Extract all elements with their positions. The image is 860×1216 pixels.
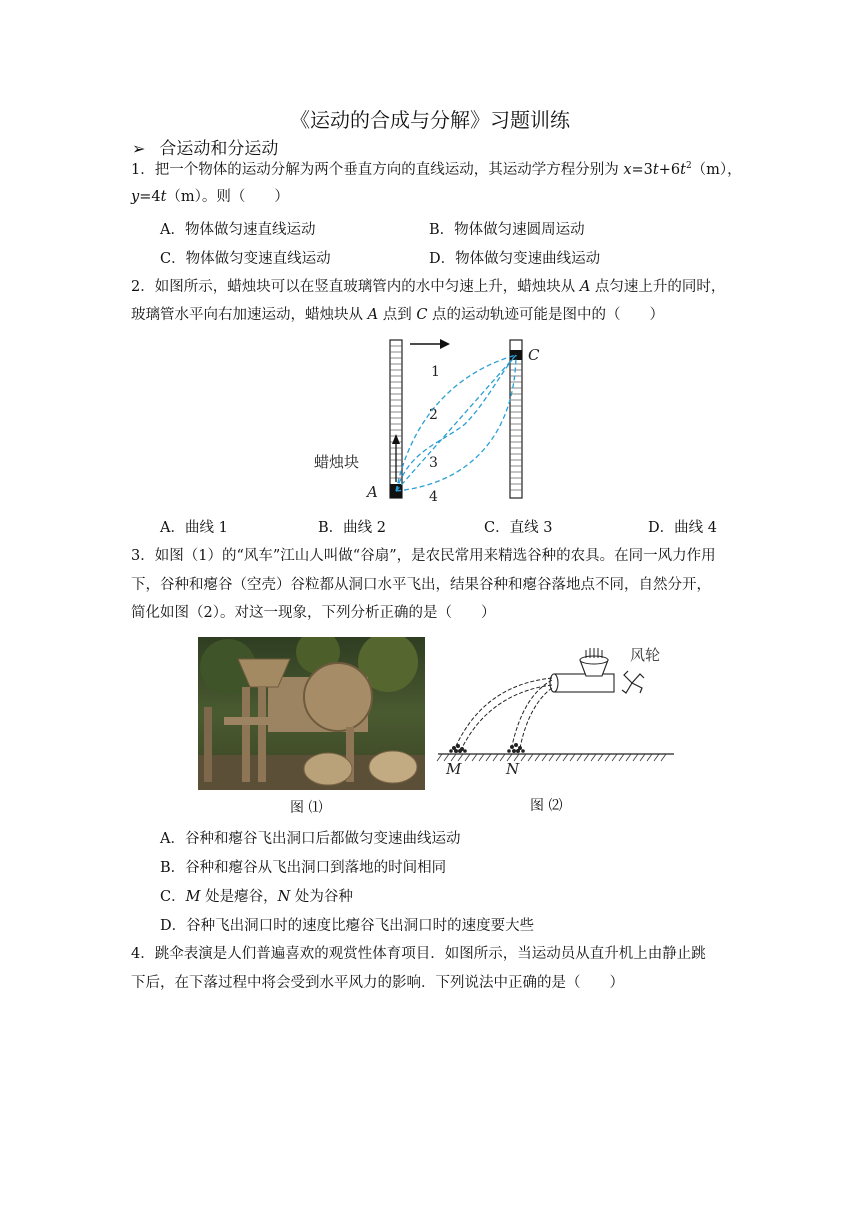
q1-eq-part: +6 [658, 162, 681, 178]
q1-option-a[interactable]: A．物体做匀速直线运动 [160, 222, 316, 238]
q2-option-b[interactable]: B．曲线 2 [318, 520, 386, 536]
q2-line-2 [131, 305, 664, 325]
q4-line-2: 下后，在下落过程中将会受到水平风力的影响．下列说法中正确的是（ ） [131, 975, 624, 991]
curve-label-2: 2 [429, 407, 438, 423]
option-c-prefix: C． [160, 889, 186, 905]
q2-text: 点的运动轨迹可能是图中的（ ） [427, 307, 665, 323]
q1-eq-part: =3 [631, 162, 653, 178]
grain-pile-n [507, 743, 525, 753]
fig2-caption: 图 ⑵ [530, 798, 563, 814]
point-c-label: C [416, 307, 428, 323]
q1-text: （m）。则（ ） [166, 189, 289, 205]
candle-label: 蜡烛块 [314, 454, 360, 471]
grain-pile-m [449, 744, 467, 753]
trajectory-line-3 [396, 355, 516, 491]
upward-arrow-icon [392, 434, 400, 482]
var-t: t [680, 162, 686, 178]
q3-line-1: 3．如图（1）的“风车”江山人叫做“谷扇”，是农民常用来精选谷种的农具。在同一风力作用 [131, 548, 716, 564]
option-c-text: 处为谷种 [290, 889, 353, 905]
q2-option-a[interactable]: A．曲线 1 [160, 520, 228, 536]
q3-option-b[interactable]: B．谷种和瘪谷从飞出洞口到落地的时间相同 [160, 860, 447, 876]
curve-label-1: 1 [431, 364, 440, 380]
q3-option-c[interactable] [160, 885, 353, 906]
q1-line-1 [131, 160, 742, 180]
velocity-arrow-icon [410, 339, 450, 349]
curve-label-4: 4 [429, 489, 438, 504]
fig1-caption: 图 ⑴ [290, 800, 323, 816]
q1-line-2 [131, 187, 289, 207]
var-t: t [160, 189, 167, 205]
q2-text: 2．如图所示，蜡烛块可以在竖直玻璃管内的水中匀速上升，蜡烛块从 [131, 279, 580, 295]
q2-text: 点匀速上升的同时， [590, 279, 726, 295]
q1-text: 1．把一个物体的运动分解为两个垂直方向的直线运动，其运动学方程分别为 [131, 162, 624, 178]
arrow-bullet-icon: ➢ [132, 139, 146, 158]
candle-tube-figure [300, 334, 560, 504]
point-m-ref: M [185, 889, 201, 905]
q2-line-1 [131, 277, 725, 297]
point-c-label: C [528, 346, 540, 364]
wind-wheel-label: 风轮 [630, 647, 661, 664]
section-heading-text: 合运动和分运动 [159, 139, 279, 159]
var-t: t [652, 162, 659, 178]
point-a-label: A [367, 483, 378, 501]
q1-option-d[interactable]: D．物体做匀变速曲线运动 [429, 251, 601, 267]
point-n-ref: N [277, 889, 291, 905]
trajectory-far-lower [462, 685, 552, 748]
point-a-label: A [367, 307, 379, 323]
q3-option-a[interactable]: A．谷种和瘪谷飞出洞口后都做匀变速曲线运动 [160, 831, 461, 847]
q2-text: 点到 [378, 307, 417, 323]
winnowing-machine-photo [198, 637, 425, 790]
trajectory-near-lower [520, 688, 552, 748]
q3-option-d[interactable]: D．谷种飞出洞口时的速度比瘪谷飞出洞口时的速度要大些 [160, 918, 535, 934]
q1-eq-part: =4 [139, 189, 161, 205]
q2-option-c[interactable]: C．直线 3 [484, 520, 553, 536]
q3-line-3: 简化如图（2）。对这一现象，下列分析正确的是（ ） [131, 605, 496, 621]
exponent: 2 [685, 161, 692, 172]
q1-unit: （m）， [691, 162, 742, 178]
var-x: x [623, 162, 632, 178]
point-a-label: A [579, 279, 591, 295]
q1-option-c[interactable]: C．物体做匀变速直线运动 [160, 251, 331, 267]
trajectory-far-upper [456, 678, 552, 746]
hopper-icon [580, 648, 608, 676]
var-y: y [131, 189, 140, 205]
q1-option-b[interactable]: B．物体做匀速圆周运动 [429, 222, 585, 238]
point-m-label: M [446, 760, 462, 778]
section-heading [132, 134, 278, 159]
q3-line-2: 下，谷种和瘪谷（空壳）谷粒都从洞口水平飞出，结果谷种和瘪谷落地点不同，自然分开， [131, 577, 711, 593]
q4-line-1: 4．跳伞表演是人们普遍喜欢的观赏性体育项目．如图所示，当运动员从直升机上由静止跳 [131, 946, 706, 962]
curve-label-3: 3 [429, 455, 438, 471]
option-c-text: 处是瘪谷， [200, 889, 278, 905]
point-n-label: N [506, 760, 520, 778]
page-title: 《运动的合成与分解》习题训练 [290, 108, 570, 132]
outlet-tube [550, 674, 614, 692]
q2-option-d[interactable]: D．曲线 4 [648, 520, 717, 536]
wind-wheel-icon [622, 671, 644, 693]
q2-text: 玻璃管水平向右加速运动，蜡烛块从 [131, 307, 368, 323]
winnowing-diagram [434, 638, 684, 783]
